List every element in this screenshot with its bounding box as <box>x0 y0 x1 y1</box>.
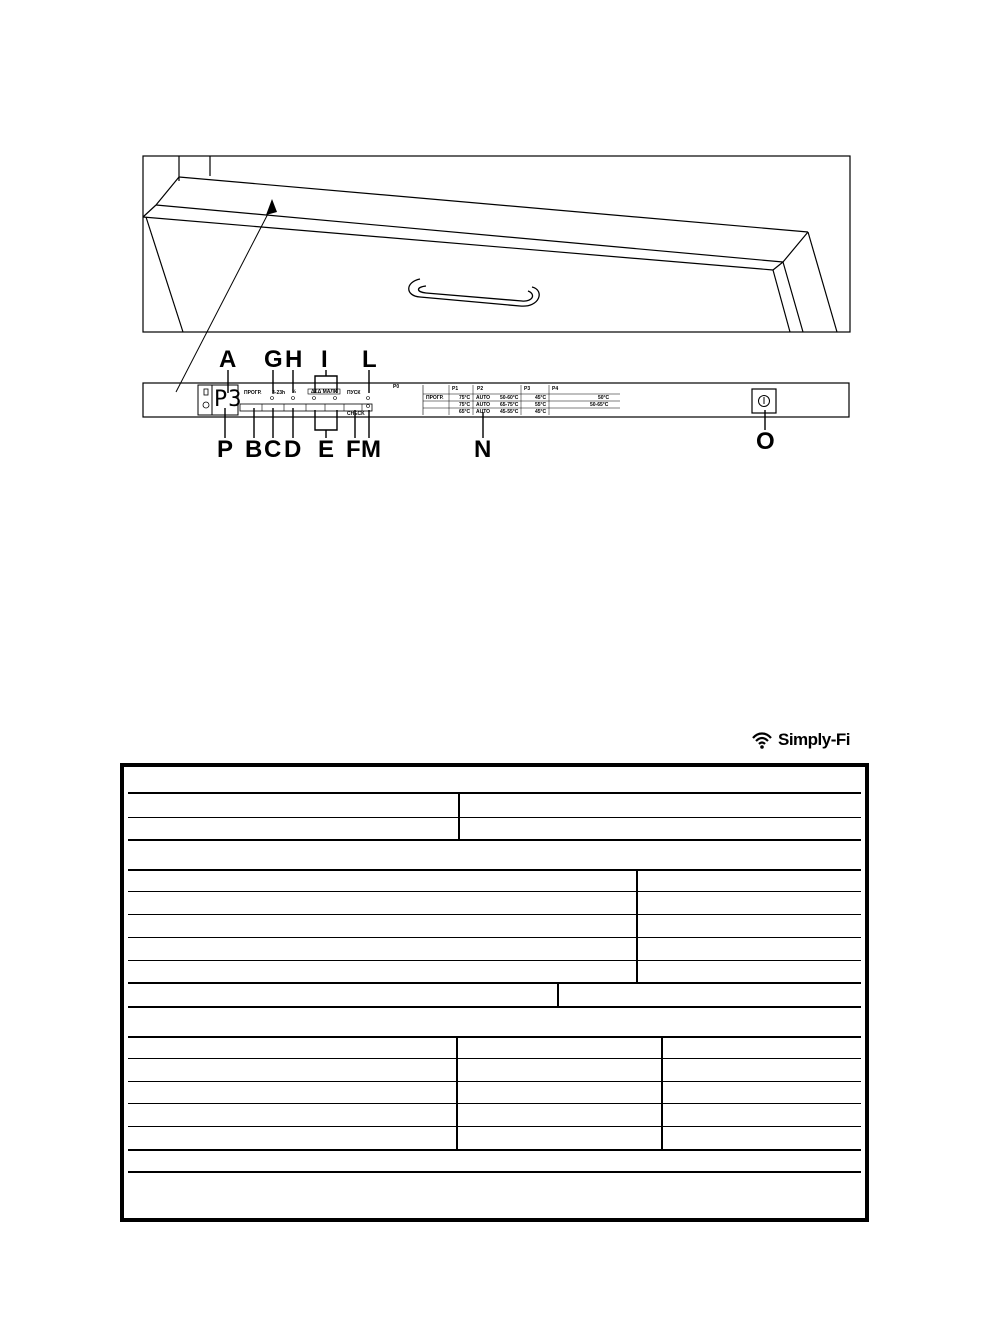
table-row-line <box>128 1006 861 1008</box>
door-illustration <box>143 156 850 392</box>
callout-e: E <box>318 436 335 463</box>
callout-l: L <box>362 346 377 373</box>
legend-r0-c3: 50-60°C <box>500 395 519 401</box>
table-row-line <box>128 1103 861 1104</box>
callout-c: C <box>264 436 282 463</box>
callout-b: B <box>245 436 263 463</box>
legend-head-p3: P3 <box>524 386 531 392</box>
table-row-line <box>128 1126 861 1127</box>
legend-r1-c1: 75°C <box>459 402 471 408</box>
table-col-line <box>661 1036 663 1149</box>
callout-o: O <box>756 428 775 455</box>
legend-r2-c4: 45°C <box>535 409 547 415</box>
delay-label: 3-23h <box>272 390 286 396</box>
callout-d: D <box>284 436 302 463</box>
arrow-head-icon <box>266 199 277 215</box>
table-row-line <box>128 869 861 871</box>
check-label: CHECK <box>347 411 365 417</box>
specification-table <box>120 763 869 1222</box>
callout-i: I <box>321 346 328 373</box>
legend-r0-c1: 75°C <box>459 395 471 401</box>
salt-icon <box>204 389 208 395</box>
callout-f: F <box>346 436 361 463</box>
legend-r0-c4: 45°C <box>535 395 547 401</box>
table-row-line <box>128 792 861 794</box>
callout-p: P <box>217 436 234 463</box>
brand-name: Simply-Fi <box>778 730 851 749</box>
legend-r0-c2: AUTO <box>476 395 491 401</box>
table-col-line <box>557 982 559 1006</box>
table-row-line <box>128 1058 861 1059</box>
table-row-line <box>128 982 861 984</box>
table-row-line <box>128 937 861 938</box>
legend-r1-c2: AUTO <box>476 402 491 408</box>
dishwasher-diagram <box>0 0 994 480</box>
legend-r2-c3: 45-55°C <box>500 409 519 415</box>
control-panel <box>143 383 849 417</box>
table-row-line <box>128 1171 861 1173</box>
callout-g: G <box>264 346 283 373</box>
legend-head-p0: P0 <box>393 384 400 390</box>
callout-a: A <box>219 346 237 373</box>
legend-r0-c5: 50°C <box>598 395 610 401</box>
table-row-line <box>128 914 861 915</box>
table-row-line <box>128 1081 861 1082</box>
callout-n: N <box>474 436 492 463</box>
legend-r2-c1: 65°C <box>459 409 471 415</box>
wash-label: ΔΣΔ МАЛК <box>311 389 337 395</box>
table-col-line <box>636 869 638 982</box>
legend-r0-c0: ПРОГР. <box>426 395 444 401</box>
legend-head-p2: P2 <box>477 386 484 392</box>
table-row-line <box>128 960 861 961</box>
table-row-line <box>128 1149 861 1151</box>
callout-h: H <box>285 346 303 373</box>
table-col-line <box>456 1036 458 1149</box>
legend-r1-c3: 65-75°C <box>500 402 519 408</box>
legend-head-p1: P1 <box>452 386 459 392</box>
wifi-icon <box>752 731 772 749</box>
table-row-line <box>128 891 861 892</box>
brand-logo <box>752 730 850 750</box>
legend-head-p4: P4 <box>552 386 559 392</box>
half-load-label: ½ <box>292 389 297 395</box>
legend-r2-c2: AUTO <box>476 409 491 415</box>
table-row-line <box>128 817 861 818</box>
start-label: ПУСК <box>347 390 361 396</box>
legend-r1-c5: 50-65°C <box>590 402 609 408</box>
table-row-line <box>128 839 861 841</box>
table-col-line <box>458 792 460 839</box>
legend-r1-c4: 55°C <box>535 402 547 408</box>
table-row-line <box>128 1036 861 1038</box>
display-readout: P3 <box>214 387 243 412</box>
callout-m: M <box>361 436 381 463</box>
prog-label: ПРОГР. <box>244 390 262 396</box>
rinse-aid-icon <box>203 402 209 408</box>
